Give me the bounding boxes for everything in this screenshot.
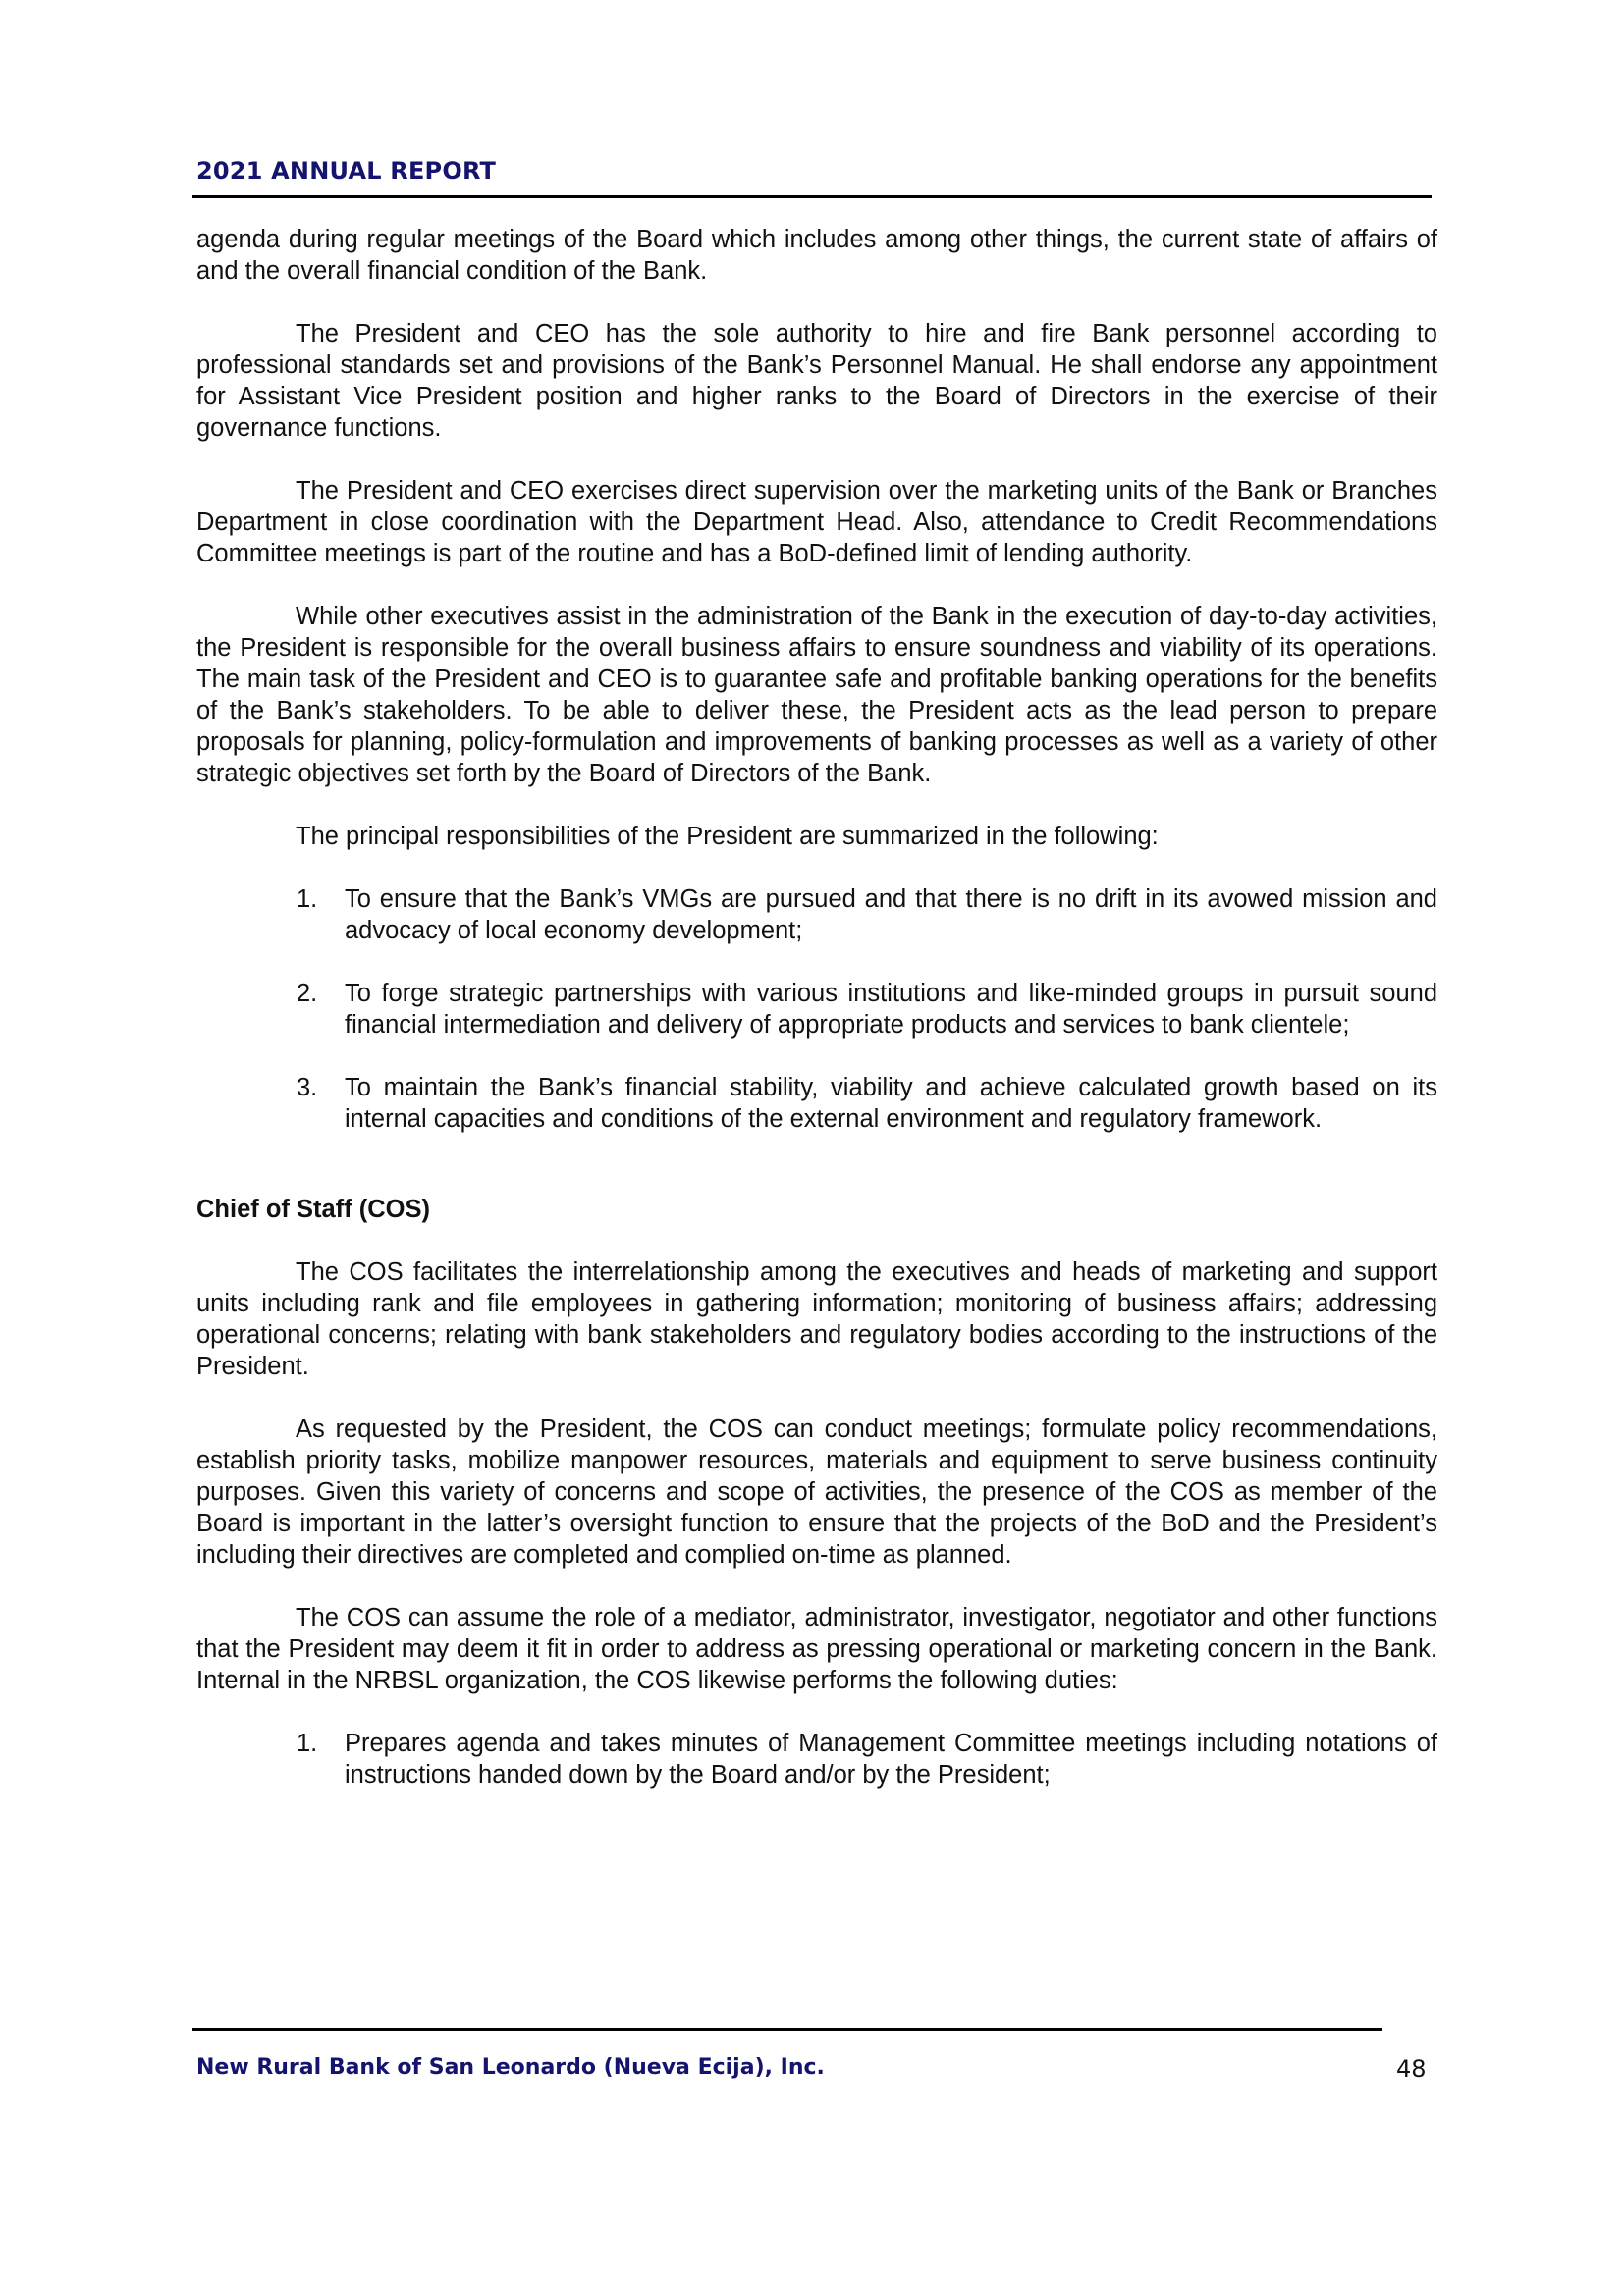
list-item-text: To maintain the Bank’s financial stability, viability and achieve calculated growth based on its internal capacities and conditions of the external environment and regulatory framework. bbox=[345, 1074, 1437, 1133]
paragraph: The COS can assume the role of a mediator, administrator, investigator, negotiator and other functions that the President may deem it fit in order to address as pressing operational or marketing concern in the Bank. Internal in the NRBSL organization, the COS likewise performs the following duties: bbox=[196, 1604, 1437, 1694]
spacer bbox=[196, 1166, 1437, 1194]
list-item bbox=[196, 883, 1437, 946]
list-number: 2. bbox=[297, 980, 318, 1007]
president-responsibilities-list bbox=[196, 883, 1437, 1135]
list-item bbox=[196, 1072, 1437, 1135]
paragraph: The COS facilitates the interrelationship among the executives and heads of marketing and support units including rank and file employees in gathering information; monitoring of business affairs; addressing operational concerns; relating with bank stakeholders and regulatory bodies according to the instructions of the President. bbox=[196, 1258, 1437, 1380]
list-number: 1. bbox=[297, 1730, 318, 1757]
paragraph: The President and CEO has the sole authority to hire and fire Bank personnel according to professional standards set and provisions of the Bank’s Personnel Manual. He shall endorse any appointment for Assistant Vice President position and higher ranks to the Board of Directors in the exercise of their governance functions. bbox=[196, 320, 1437, 442]
list-item-text: Prepares agenda and takes minutes of Management Committee meetings including notations of instructions handed down by the Board and/or by the President; bbox=[345, 1730, 1437, 1789]
paragraph: As requested by the President, the COS can conduct meetings; formulate policy recommendations, establish priority tasks, mobilize manpower resources, materials and equipment to serve business continuity purposes. Given this variety of concerns and scope of activities, the presence of the COS as member of the Board is important in the latter’s oversight function to ensure that the projects of the BoD and the President’s including their directives are completed and complied on-time as planned. bbox=[196, 1415, 1437, 1569]
list-item-text: To forge strategic partnerships with various institutions and like-minded groups in pursuit sound financial intermediation and delivery of appropriate products and services to bank clientele; bbox=[345, 980, 1437, 1039]
paragraph: The principal responsibilities of the President are summarized in the following: bbox=[296, 823, 1159, 850]
cos-duties-list bbox=[196, 1728, 1437, 1790]
list-number: 3. bbox=[297, 1074, 318, 1101]
list-item bbox=[196, 978, 1437, 1041]
list-item-text: To ensure that the Bank’s VMGs are pursued and that there is no drift in its avowed mission and advocacy of local economy development; bbox=[345, 885, 1437, 944]
section-heading: Chief of Staff (COS) bbox=[196, 1196, 430, 1223]
list-number: 1. bbox=[297, 885, 318, 913]
footer-divider bbox=[192, 2028, 1382, 2031]
page-number: 48 bbox=[1396, 2056, 1427, 2083]
document-body bbox=[196, 224, 1437, 1822]
footer-bank-name: New Rural Bank of San Leonardo (Nueva Ecija), Inc. bbox=[196, 2056, 825, 2080]
paragraph: While other executives assist in the administration of the Bank in the execution of day-to-day activities, the President is responsible for the overall business affairs to ensure soundness and viability of its operations. The main task of the President and CEO is to guarantee safe and profitable banking operations for the benefits of the Bank’s stakeholders. To be able to deliver these, the President acts as the lead person to prepare proposals for planning, policy-formulation and improvements of banking processes as well as a variety of other strategic objectives set forth by the Board of Directors of the Bank. bbox=[196, 603, 1437, 787]
report-header-title: 2021 ANNUAL REPORT bbox=[196, 157, 497, 185]
paragraph: agenda during regular meetings of the Board which includes among other things, the current state of affairs of and the overall financial condition of the Bank. bbox=[196, 226, 1437, 285]
header-divider bbox=[192, 195, 1432, 198]
list-item bbox=[196, 1728, 1437, 1790]
paragraph: The President and CEO exercises direct supervision over the marketing units of the Bank or Branches Department in close coordination with the Department Head. Also, attendance to Credit Recommendations Committee meetings is part of the routine and has a BoD-defined limit of lending authority. bbox=[196, 477, 1437, 567]
